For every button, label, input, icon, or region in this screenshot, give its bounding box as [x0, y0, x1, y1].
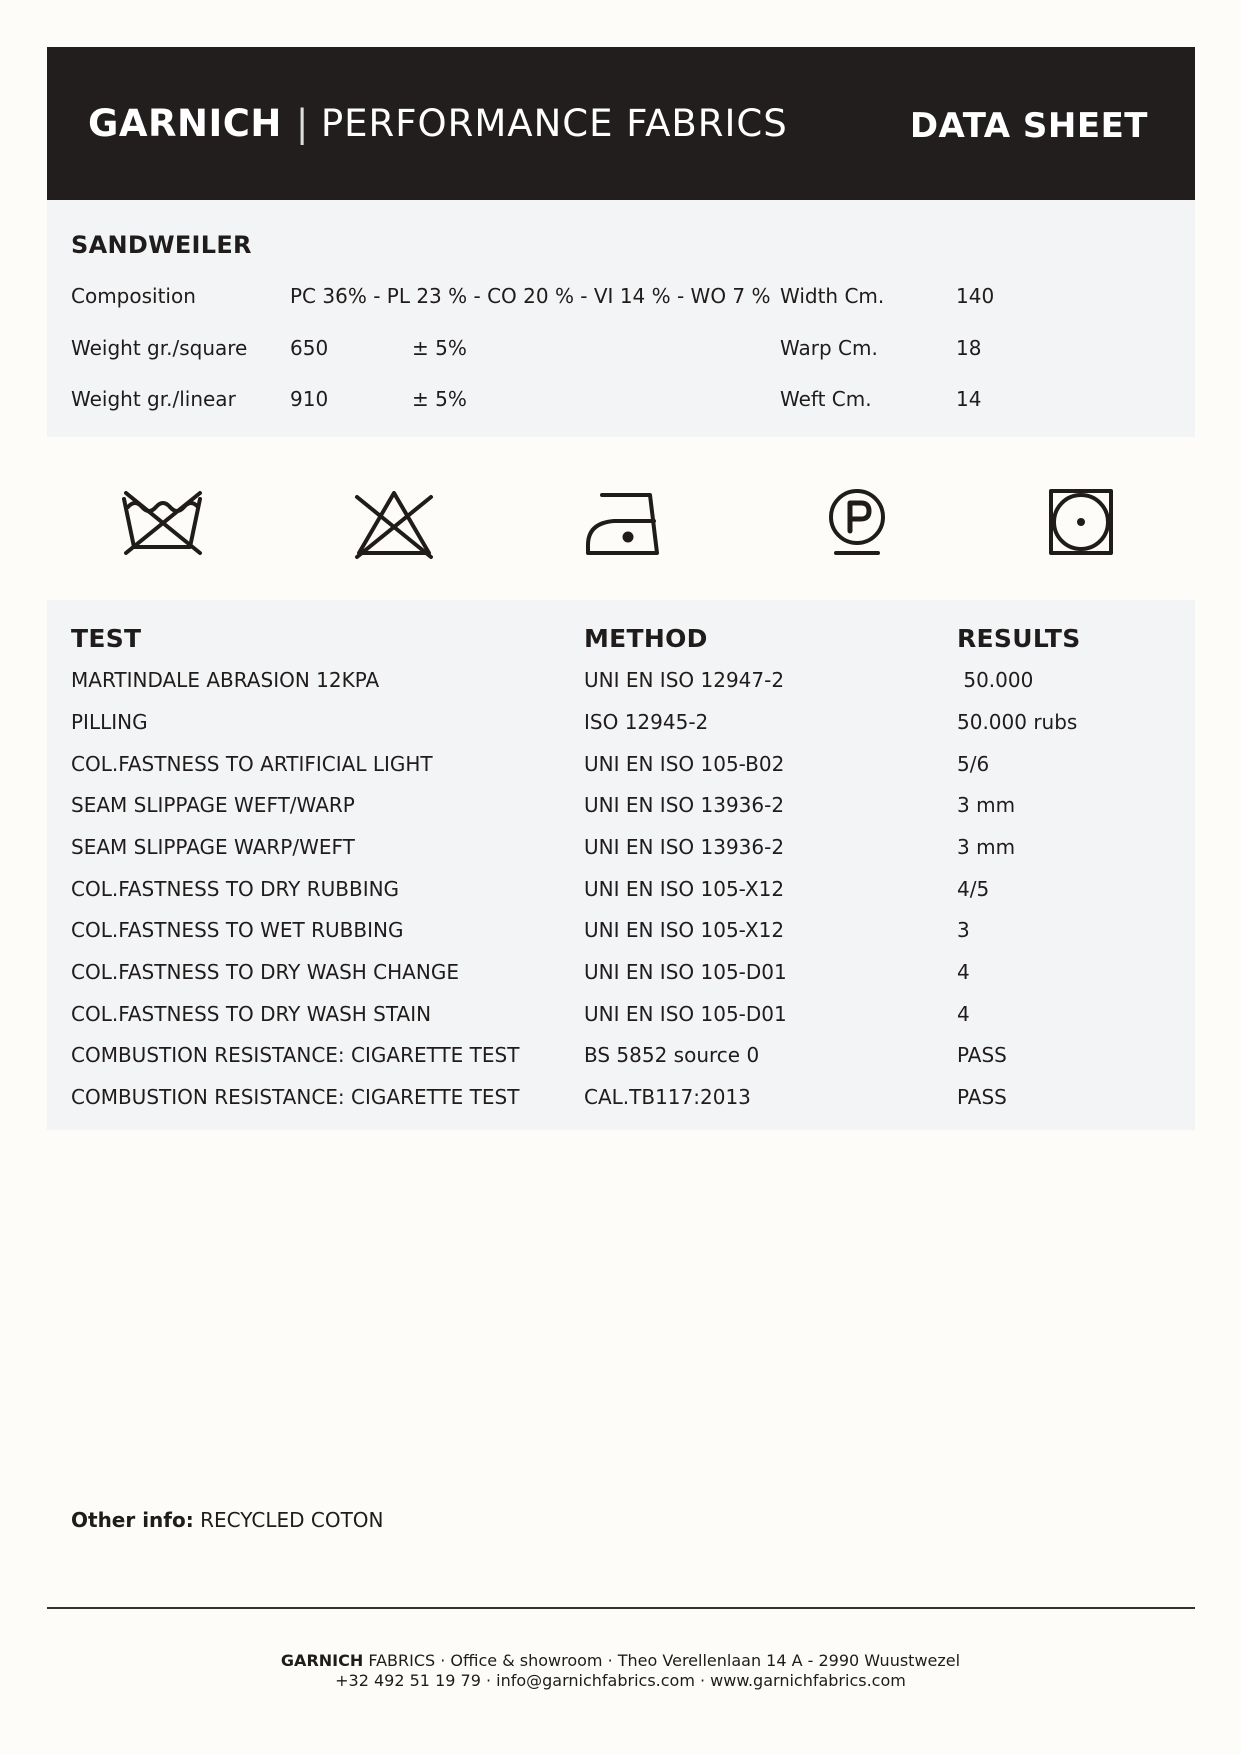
table-row [47, 791, 1195, 833]
table-row [47, 1000, 1195, 1042]
test-method: UNI EN ISO 13936-2 [584, 793, 785, 817]
footer-address: FABRICS · Office & showroom · Theo Verellenlaan 14 A - 2990 Wuustwezel [368, 1651, 961, 1670]
brand-tagline: PERFORMANCE FABRICS [320, 102, 788, 145]
test-result: 4/5 [957, 877, 990, 901]
test-result: PASS [957, 1043, 1007, 1067]
weight-square-label: Weight gr./square [71, 336, 248, 360]
brand-name: GARNICH [88, 102, 282, 145]
table-row [47, 833, 1195, 875]
product-name: SANDWEILER [71, 231, 252, 259]
test-result: 3 [957, 918, 970, 942]
weft-label: Weft Cm. [780, 387, 872, 411]
test-name: COMBUSTION RESISTANCE: CIGARETTE TEST [71, 1043, 520, 1067]
weight-square-tolerance: ± 5% [412, 336, 467, 360]
table-row [47, 958, 1195, 1000]
weight-square-value: 650 [290, 336, 329, 360]
test-method: CAL.TB117:2013 [584, 1085, 751, 1109]
other-info-value: RECYCLED COTON [200, 1508, 384, 1532]
test-name: COL.FASTNESS TO DRY WASH STAIN [71, 1002, 432, 1026]
test-result: PASS [957, 1085, 1007, 1109]
test-name: COL.FASTNESS TO DRY WASH CHANGE [71, 960, 459, 984]
table-row [47, 750, 1195, 792]
doc-type-title: DATA SHEET [909, 106, 1148, 146]
weight-linear-tolerance: ± 5% [412, 387, 467, 411]
test-method: UNI EN ISO 105-B02 [584, 752, 785, 776]
weight-linear-label: Weight gr./linear [71, 387, 236, 411]
weft-value: 14 [956, 387, 982, 411]
test-name: MARTINDALE ABRASION 12KPA [71, 668, 380, 692]
test-name: COL.FASTNESS TO WET RUBBING [71, 918, 404, 942]
warp-value: 18 [956, 336, 982, 360]
table-row [47, 875, 1195, 917]
care-icons-row [0, 475, 1241, 585]
test-name: PILLING [71, 710, 148, 734]
test-method: UNI EN ISO 105-X12 [584, 877, 785, 901]
width-label: Width Cm. [780, 284, 885, 308]
test-results-table [47, 600, 1195, 1130]
results-column-header: RESULTS [957, 624, 1081, 653]
brand-separator: | [295, 102, 309, 145]
test-name: SEAM SLIPPAGE WARP/WEFT [71, 835, 355, 859]
footer-contact: +32 492 51 19 79 · info@garnichfabrics.com · www.garnichfabrics.com [335, 1671, 906, 1690]
tumble-dry-low-icon [1036, 485, 1126, 565]
other-info [71, 1508, 384, 1532]
width-value: 140 [956, 284, 995, 308]
iron-low-heat-icon [582, 485, 672, 565]
table-row [47, 916, 1195, 958]
test-method: UNI EN ISO 13936-2 [584, 835, 785, 859]
other-info-label: Other info: [71, 1508, 194, 1532]
composition-label: Composition [71, 284, 196, 308]
test-name: COMBUSTION RESISTANCE: CIGARETTE TEST [71, 1085, 520, 1109]
table-row [47, 666, 1195, 708]
dry-clean-p-icon [812, 485, 902, 565]
test-result: 3 mm [957, 793, 1016, 817]
footer-divider [47, 1607, 1195, 1609]
test-method: UNI EN ISO 105-D01 [584, 1002, 787, 1026]
warp-label: Warp Cm. [780, 336, 878, 360]
product-spec-panel [47, 200, 1195, 437]
do-not-wash-icon [118, 485, 208, 565]
test-name: SEAM SLIPPAGE WEFT/WARP [71, 793, 355, 817]
method-column-header: METHOD [584, 624, 708, 653]
test-result: 4 [957, 960, 970, 984]
test-result: 50.000 rubs [957, 710, 1078, 734]
test-result: 5/6 [957, 752, 990, 776]
test-name: COL.FASTNESS TO ARTIFICIAL LIGHT [71, 752, 433, 776]
test-name: COL.FASTNESS TO DRY RUBBING [71, 877, 400, 901]
weight-linear-value: 910 [290, 387, 329, 411]
table-row [47, 1041, 1195, 1083]
test-method: ISO 12945-2 [584, 710, 709, 734]
test-result: 50.000 [957, 668, 1034, 692]
footer-brand: GARNICH [280, 1651, 364, 1670]
footer-line-1 [0, 1651, 1241, 1671]
test-result: 4 [957, 1002, 970, 1026]
table-row [47, 708, 1195, 750]
test-method: UNI EN ISO 12947-2 [584, 668, 785, 692]
test-column-header: TEST [71, 624, 142, 653]
test-method: UNI EN ISO 105-X12 [584, 918, 785, 942]
composition-value: PC 36% - PL 23 % - CO 20 % - VI 14 % - WO 7 % [290, 284, 771, 308]
table-row [47, 1083, 1195, 1125]
test-method: UNI EN ISO 105-D01 [584, 960, 787, 984]
page-header [47, 47, 1195, 200]
test-result: 3 mm [957, 835, 1016, 859]
brand-title [88, 101, 788, 147]
do-not-bleach-icon [349, 485, 439, 565]
test-method: BS 5852 source 0 [584, 1043, 760, 1067]
